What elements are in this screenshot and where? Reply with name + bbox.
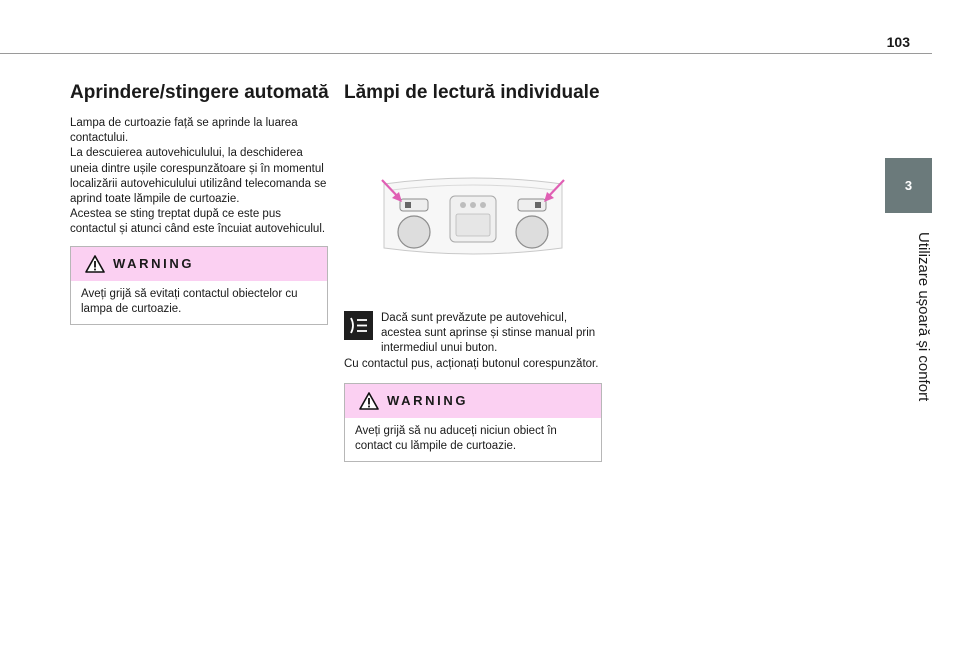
warning-title: WARNING bbox=[387, 393, 469, 409]
warning-text: Aveți grijă să evitați contactul obiectelor cu lampa de curtoazie. bbox=[81, 287, 298, 315]
note-text: Dacă sunt prevăzute pe autovehicul, acestea sunt aprinse și stinse manual prin intermediul unui buton. bbox=[381, 312, 596, 355]
note-text-second: Cu contactul pus, acționați butonul corespunzător. bbox=[344, 357, 599, 370]
left-column bbox=[70, 82, 328, 325]
note-block bbox=[344, 311, 602, 372]
section-title-automatic: Aprindere/stingere automată bbox=[70, 82, 329, 103]
chapter-title: Utilizare ușoară și confort bbox=[915, 232, 932, 402]
section-title-reading-lamps: Lămpi de lectură individuale bbox=[344, 82, 600, 103]
warning-title: WARNING bbox=[113, 256, 195, 272]
right-column bbox=[344, 82, 602, 462]
warning-text: Aveți grijă să nu aduceți niciun obiect în contact cu lămpile de curtoazie. bbox=[355, 424, 557, 453]
paragraph: Lampa de curtoazie față se aprinde la luarea contactului. bbox=[70, 117, 298, 145]
warning-triangle-icon bbox=[359, 392, 379, 410]
chapter-tab[interactable]: 3 bbox=[885, 158, 932, 213]
paragraph: Acestea se sting treptat după ce este pus contactul și atunci când este încuiat autovehiculul. bbox=[70, 208, 326, 236]
paragraph: La descuierea autovehiculului, la deschiderea uneia dintre ușile corespunzătoare și în momentul localizării autovehiculului utilizând telecomanda se aprind toate lămpile de curtoazie. bbox=[70, 147, 327, 206]
warning-box bbox=[70, 246, 328, 325]
warning-box bbox=[344, 383, 602, 462]
header-rule bbox=[0, 53, 932, 54]
warning-triangle-icon bbox=[85, 255, 105, 273]
warning-header bbox=[71, 247, 327, 281]
reading-lamps-illustration bbox=[378, 174, 568, 266]
lamp-symbol-icon bbox=[344, 311, 373, 340]
warning-header bbox=[345, 384, 601, 418]
page-number: 103 bbox=[886, 34, 910, 50]
